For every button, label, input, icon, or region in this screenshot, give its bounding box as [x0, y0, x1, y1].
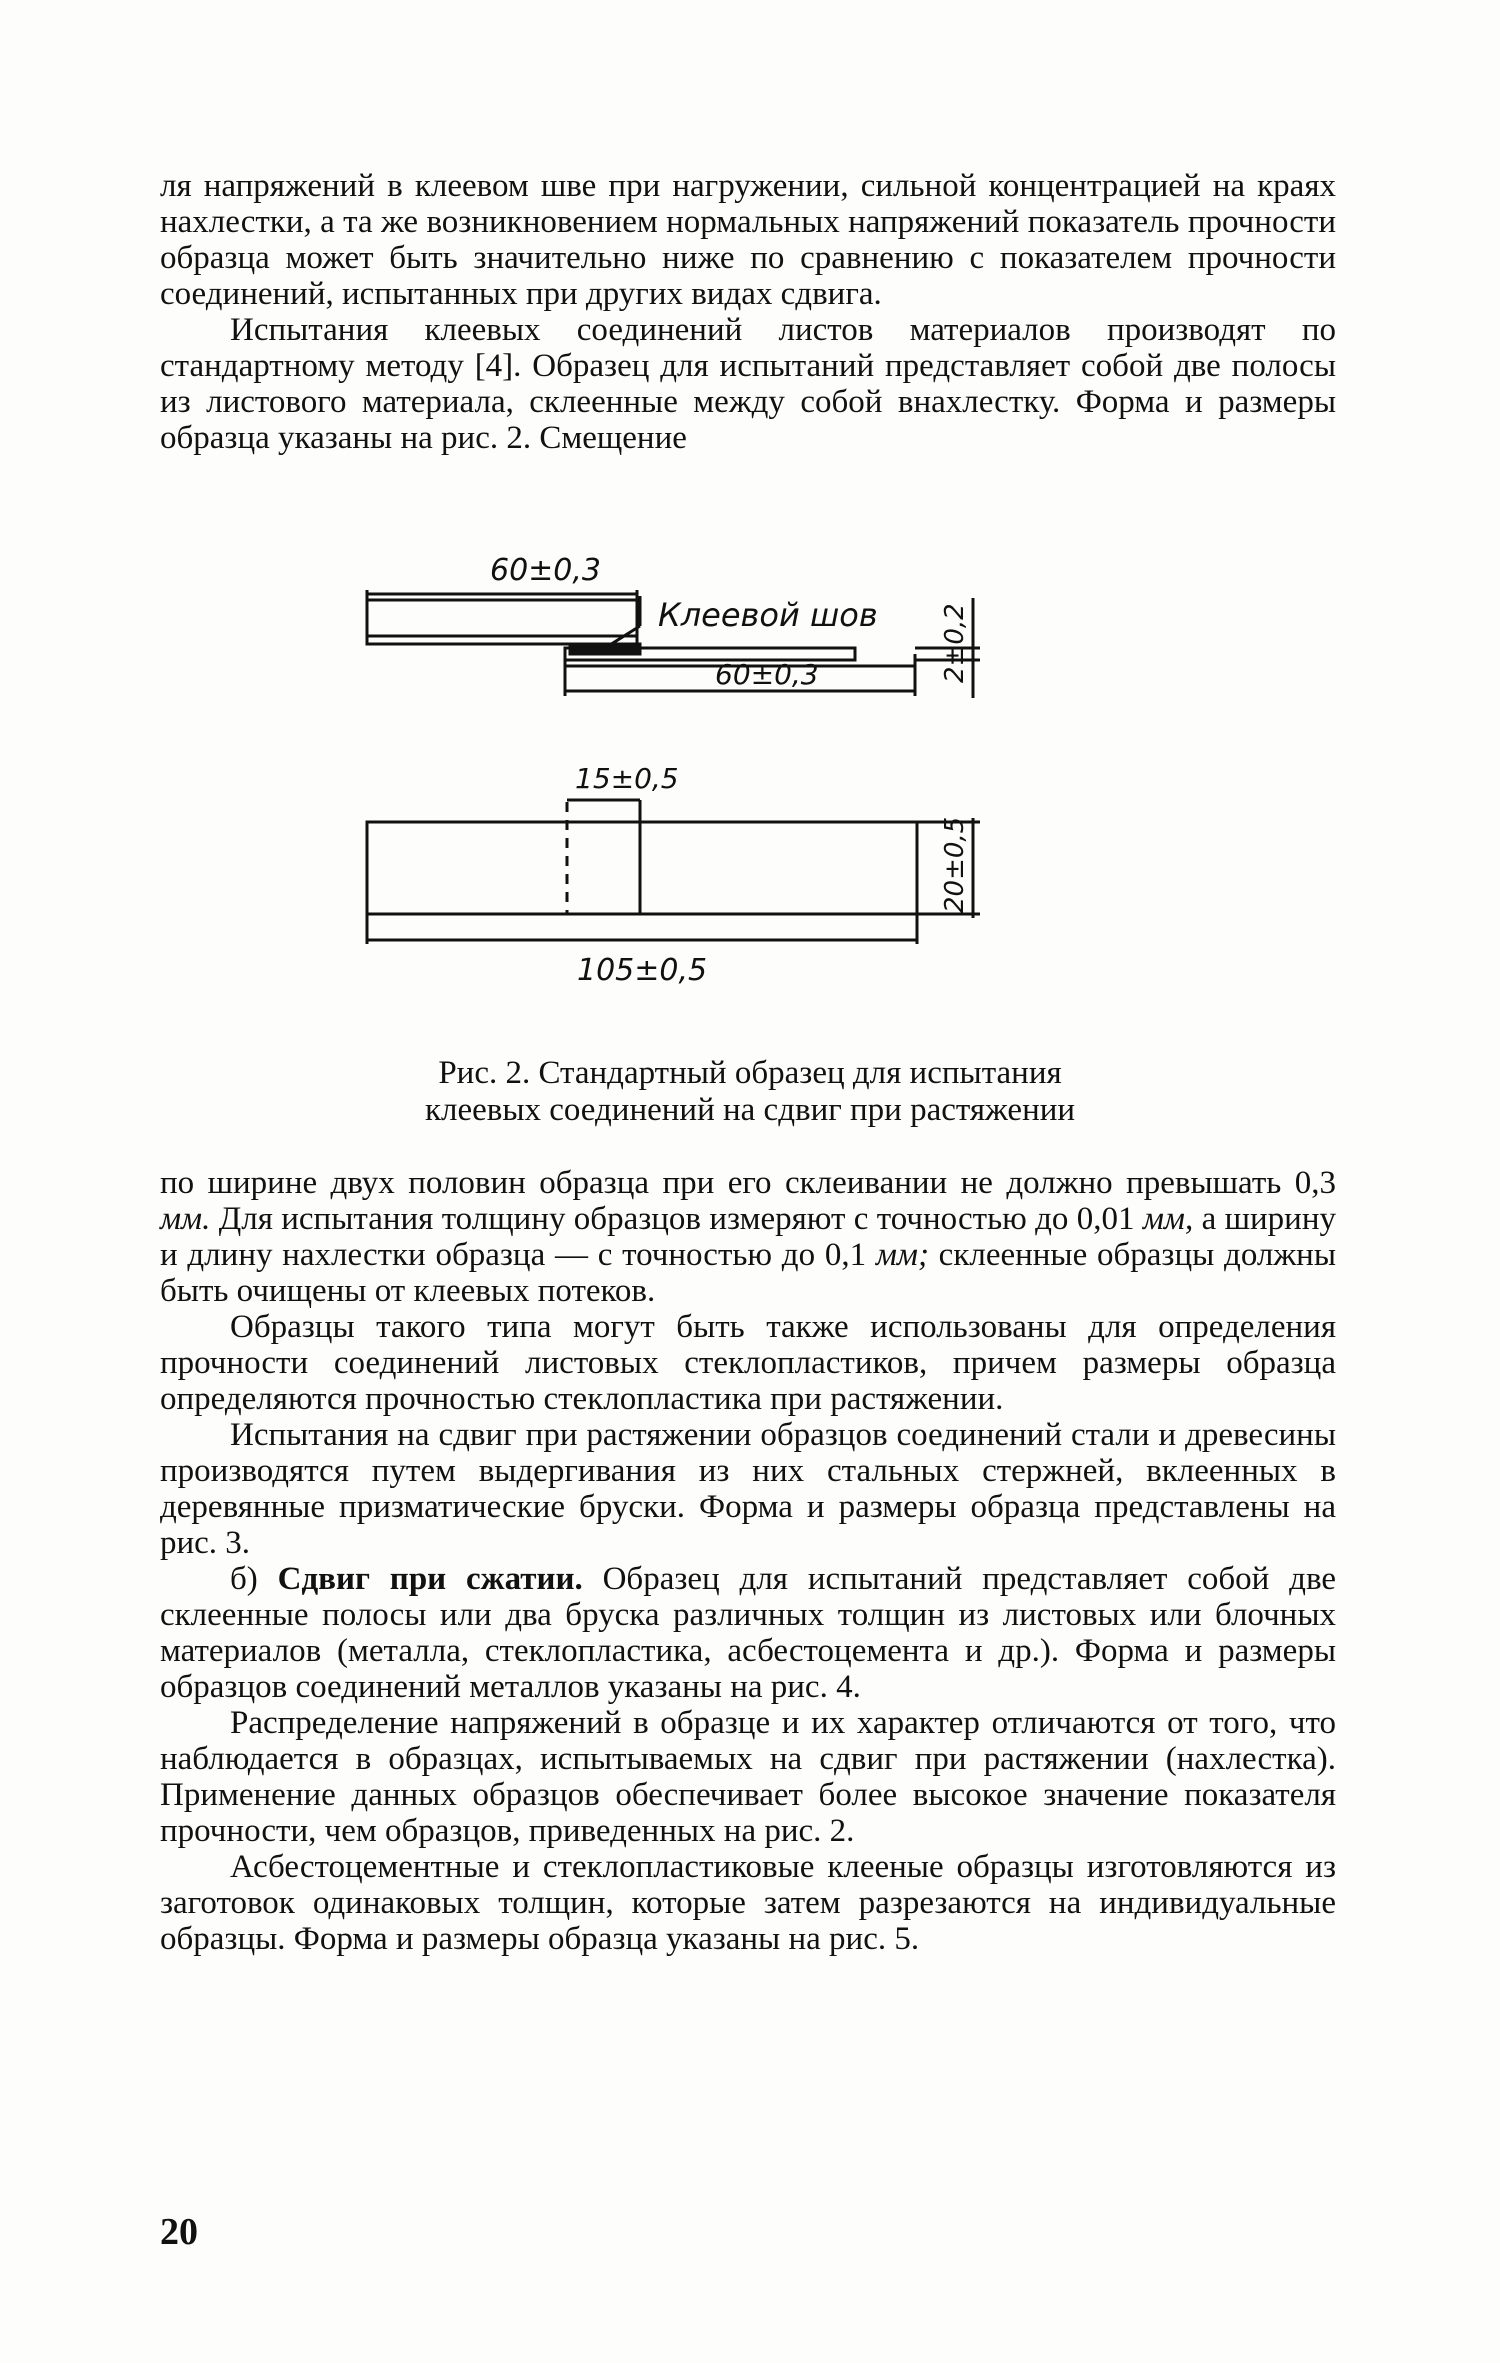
unit-mm-1: мм.	[160, 1201, 211, 1237]
text-block-top	[160, 168, 1336, 456]
paragraph-steel-wood: Испытания на сдвиг при растяжении образцов соединений стали и древесины производятся путем выдергивания из них стальных стержней, вклеенных в деревянные призматические бруски. Форма и размеры образца представлены на рис. 3.	[160, 1417, 1336, 1561]
paragraph-compression-shear	[160, 1561, 1336, 1705]
figure-specimen-diagram	[340, 548, 1190, 1038]
dim-overlap: 15±0,5	[575, 762, 679, 795]
tolerances-text-2: Для испытания толщину образцов измеряют с точностью до 0,01	[210, 1201, 1143, 1237]
dim-bottom-right: 60±0,3	[715, 658, 819, 691]
dim-total: 105±0,5	[577, 953, 708, 988]
tolerances-text-1: по ширине двух половин образца при его склеивании не должно превышать 0,3	[160, 1165, 1336, 1201]
text-block-bottom	[160, 1165, 1336, 1957]
tolerances-text-4: склеенные образцы должны быть очищены от клеевых потеков.	[160, 1237, 1336, 1309]
section-letter: б)	[230, 1561, 278, 1597]
paragraph-stress-distribution: Распределение напряжений в образце и их характер отличаются от того, что наблюдается в образцах, испытываемых на сдвиг при растяжении (нахлестка). Применение данных образцов обеспечивает более высокое значение показателя прочности, чем образцов, приведенных на рис. 2.	[160, 1705, 1336, 1849]
figure-caption	[280, 1055, 1220, 1129]
dim-top-left: 60±0,3	[490, 553, 602, 588]
dim-width: 20±0,5	[940, 816, 970, 913]
paragraph-asbestos-cement: Асбестоцементные и стеклопластиковые клееные образцы изготовляются из заготовок одинаковых толщин, которые затем разрезаются на индивидуальные образцы. Форма и размеры образца указаны на рис. 5.	[160, 1849, 1336, 1957]
paragraph-test-method: Испытания клеевых соединений листов материалов производят по стандартному методу [4]. Образец для испытаний представляет собой две полосы из листового материала, склеенные между собой внахлестку. Форма и размеры образца указаны на рис. 2. Смещение	[160, 312, 1336, 456]
plan-rectangle	[367, 822, 917, 914]
tolerances-text-3: а ширину и длину нахлестки образца — с точностью до 0,1	[160, 1201, 1336, 1273]
caption-line-1: Рис. 2. Стандартный образец для испытания	[438, 1055, 1062, 1091]
page-number: 20	[160, 2211, 198, 2253]
paragraph-fiberglass: Образцы такого типа могут быть также использованы для определения прочности соединений листовых стеклопластиков, причем размеры образца определяются прочностью стеклопластика при растяжении.	[160, 1309, 1336, 1417]
unit-mm-3: мм;	[875, 1237, 929, 1273]
section-heading: Сдвиг при сжатии.	[277, 1561, 583, 1597]
paragraph-continued: ля напряжений в клеевом шве при нагружении, сильной концентрацией на краях нахлестки, а та же возникновением нормальных напряжений показатель прочности образца может быть значительно ниже по сравнению с показателем прочности соединений, испытанных при других видах сдвига.	[160, 168, 1336, 312]
label-glue-seam: Клеевой шов	[658, 596, 878, 634]
paragraph-tolerances	[160, 1165, 1336, 1309]
dim-thickness: 2±0,2	[940, 603, 970, 683]
section-text: Образец для испытаний представляет собой две склеенные полосы или два бруска различных толщин из листовых или блочных материалов (металла, стеклопластика, асбестоцемента и др.). Форма и размеры образцов соединений металлов указаны на рис. 4.	[160, 1561, 1337, 1705]
caption-line-2: клеевых соединений на сдвиг при растяжении	[424, 1092, 1076, 1128]
unit-mm-2: мм,	[1142, 1201, 1194, 1237]
